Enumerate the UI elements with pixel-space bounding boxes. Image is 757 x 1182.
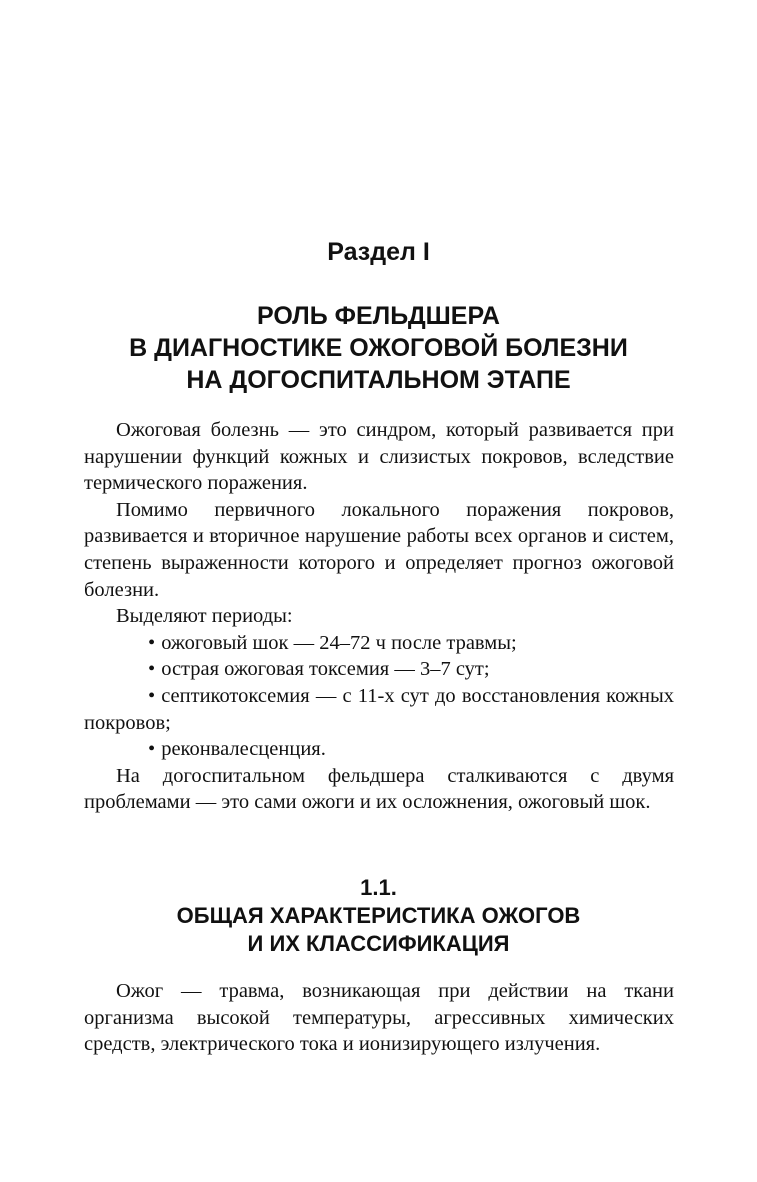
subsection-title-line: ОБЩАЯ ХАРАКТЕРИСТИКА ОЖОГОВ	[176, 903, 581, 928]
periods-label: Выделяют периоды:	[116, 605, 293, 628]
chapter-title	[80, 300, 677, 396]
subsection-text	[84, 978, 674, 1058]
period-item	[84, 630, 674, 657]
period-text: ожоговый шок — 24–72 ч после травмы;	[161, 631, 517, 654]
bullet-icon: •	[148, 684, 156, 707]
period-text: септикотоксемия — с 11-х сут до восстановления кожных покровов;	[84, 684, 674, 734]
period-text: реконвалесценция.	[161, 738, 326, 761]
intro-text	[84, 417, 674, 816]
subsection-title	[80, 902, 677, 958]
subsection-title-line: И ИХ КЛАССИФИКАЦИЯ	[247, 931, 510, 956]
bullet-icon: •	[148, 631, 156, 654]
chapter-title-line: НА ДОГОСПИТАЛЬНОМ ЭТАПЕ	[186, 366, 571, 394]
bullet-icon: •	[148, 658, 156, 681]
period-item	[84, 656, 674, 683]
period-text: острая ожоговая токсемия — 3–7 сут;	[161, 658, 490, 681]
period-item	[84, 736, 674, 763]
subsection-paragraph: Ожог — травма, возникающая при действии на ткани организма высокой температуры, агрессивных химических средств, электрического тока и ионизирующего излучения.	[84, 980, 674, 1056]
intro-paragraph: Помимо первичного локального поражения покровов, развивается и вторичное нарушение работы всех органов и систем, степень выраженности которого и определяет прогноз ожоговой болезни.	[84, 498, 674, 601]
chapter-title-line: В ДИАГНОСТИКЕ ОЖОГОВОЙ БОЛЕЗНИ	[129, 334, 628, 362]
section-label: Раздел I	[327, 238, 430, 266]
subsection-number: 1.1.	[360, 875, 397, 900]
bullet-icon: •	[148, 738, 156, 761]
intro-paragraph: Ожоговая болезнь — это синдром, который развивается при нарушении функций кожных и слизистых покровов, вследствие термического поражения.	[84, 419, 674, 495]
period-item	[84, 683, 674, 736]
chapter-title-line: РОЛЬ ФЕЛЬДШЕРА	[257, 302, 500, 330]
intro-paragraph: На догоспитальном фельдшера сталкиваются с двумя проблемами — это сами ожоги и их осложнения, ожоговый шок.	[84, 764, 674, 814]
